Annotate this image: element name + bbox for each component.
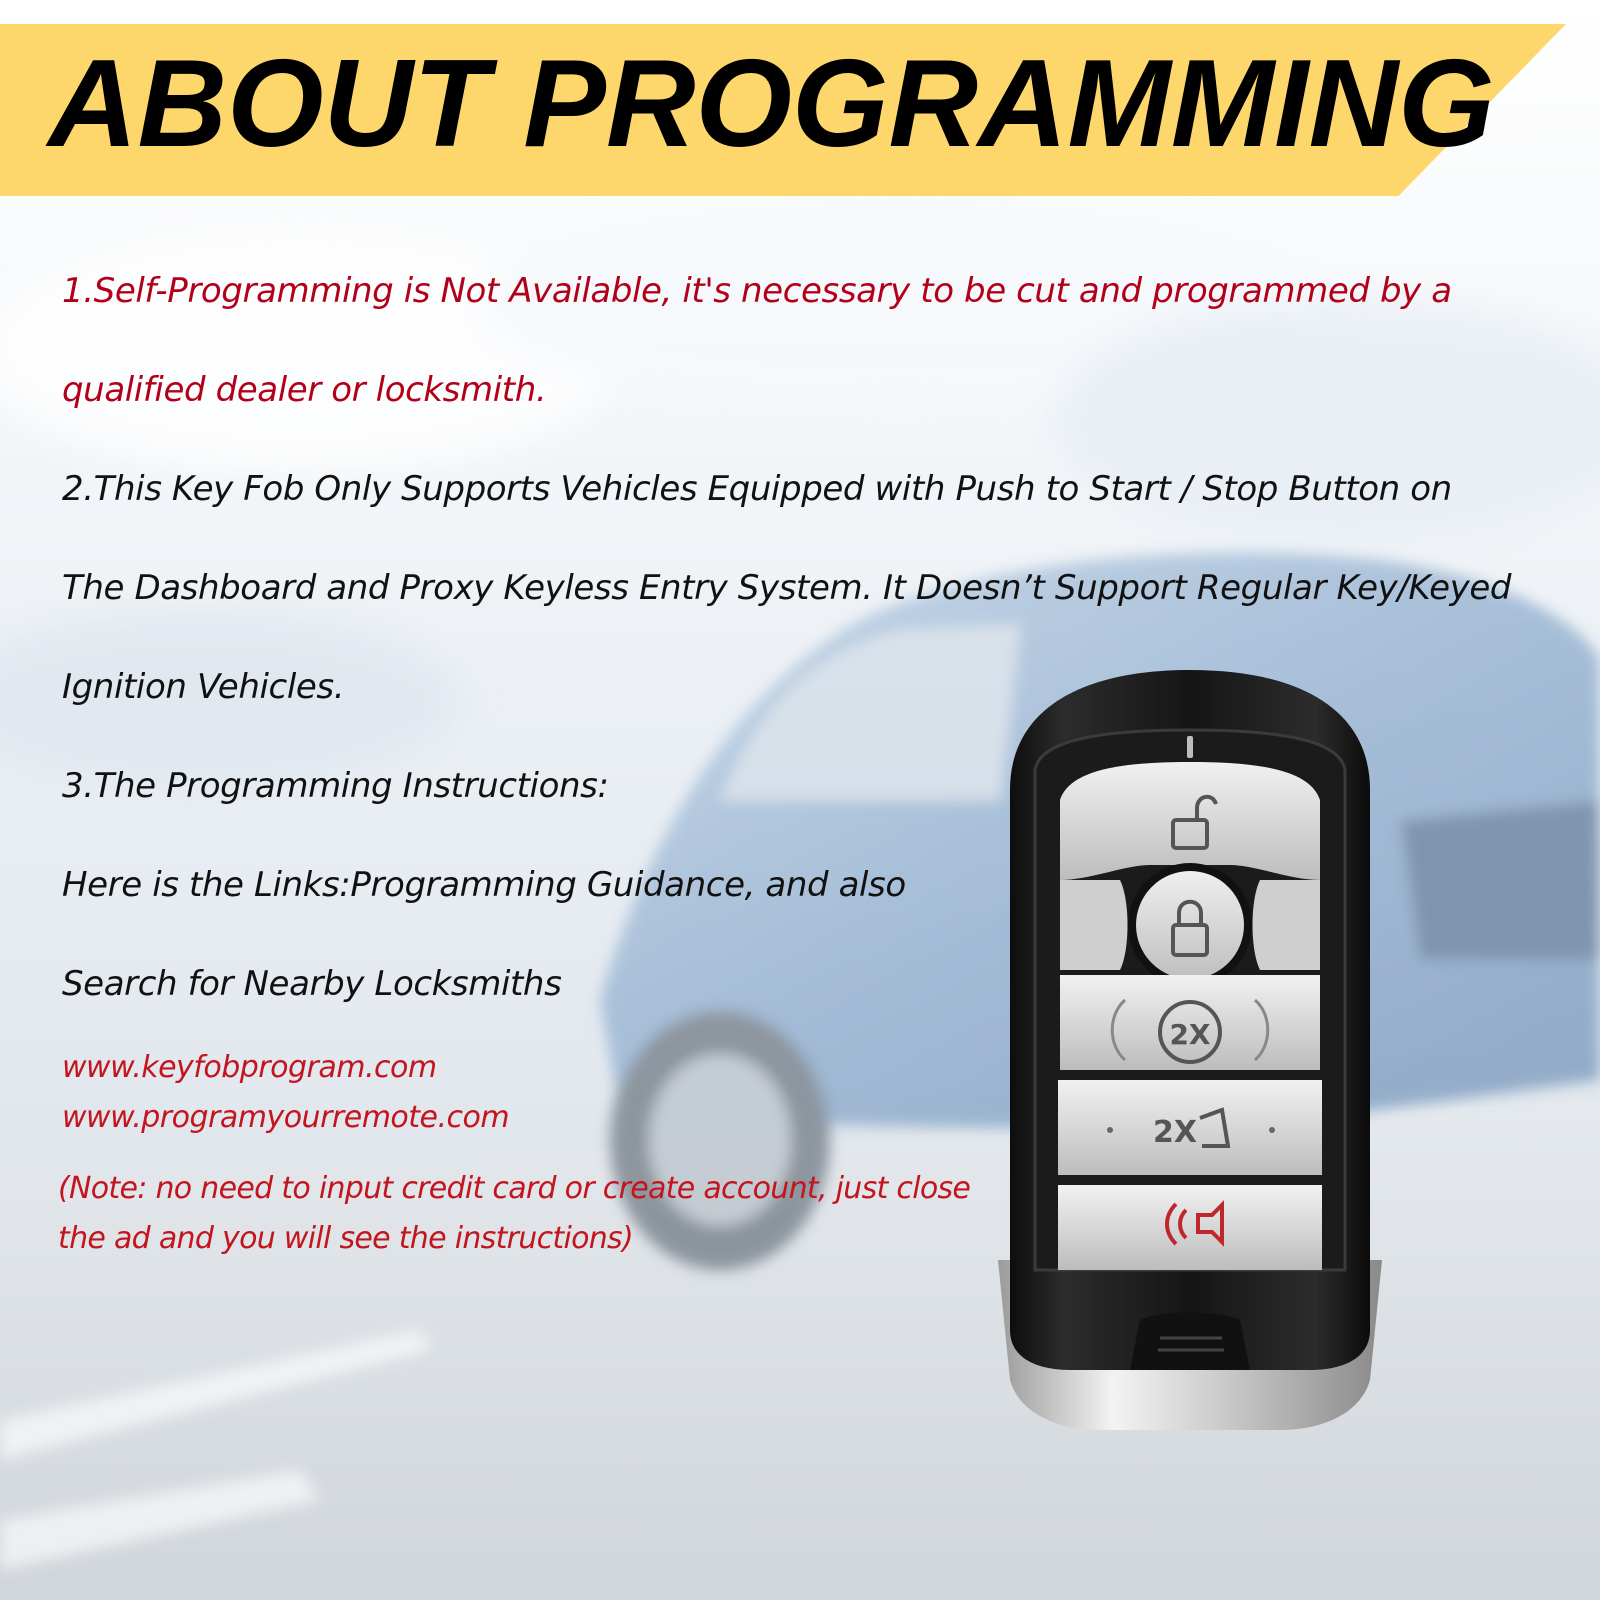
note-line1: (Note: no need to input credit card or create account, just close [58, 1171, 971, 1206]
item1-line2: qualified dealer or locksmith. [62, 370, 547, 410]
note-line2: the ad and you will see the instructions) [58, 1221, 633, 1256]
item3-line2: Here is the Links:Programming Guidance, and also [62, 865, 906, 905]
svg-text:2X: 2X [1169, 1018, 1211, 1051]
svg-text:2X: 2X [1152, 1115, 1198, 1150]
link-keyfobprogram[interactable]: www.keyfobprogram.com [62, 1050, 437, 1085]
panic-button [1058, 1185, 1322, 1270]
link-programyourremote[interactable]: www.programyourremote.com [62, 1100, 510, 1135]
item3-line1: 3.The Programming Instructions: [62, 766, 609, 806]
key-fob-image [990, 670, 1390, 1450]
item2-line2: The Dashboard and Proxy Keyless Entry System. It Doesn’t Support Regular Key/Keyed [62, 568, 1512, 608]
item1-line1: 1.Self-Programming is Not Available, it's necessary to be cut and programmed by a [62, 271, 1452, 311]
page-title: ABOUT PROGRAMMING [48, 35, 1495, 173]
item2-line3: Ignition Vehicles. [62, 667, 345, 707]
item2-line1: 2.This Key Fob Only Supports Vehicles Equipped with Push to Start / Stop Button on [62, 469, 1452, 509]
item3-line3: Search for Nearby Locksmiths [62, 964, 562, 1004]
